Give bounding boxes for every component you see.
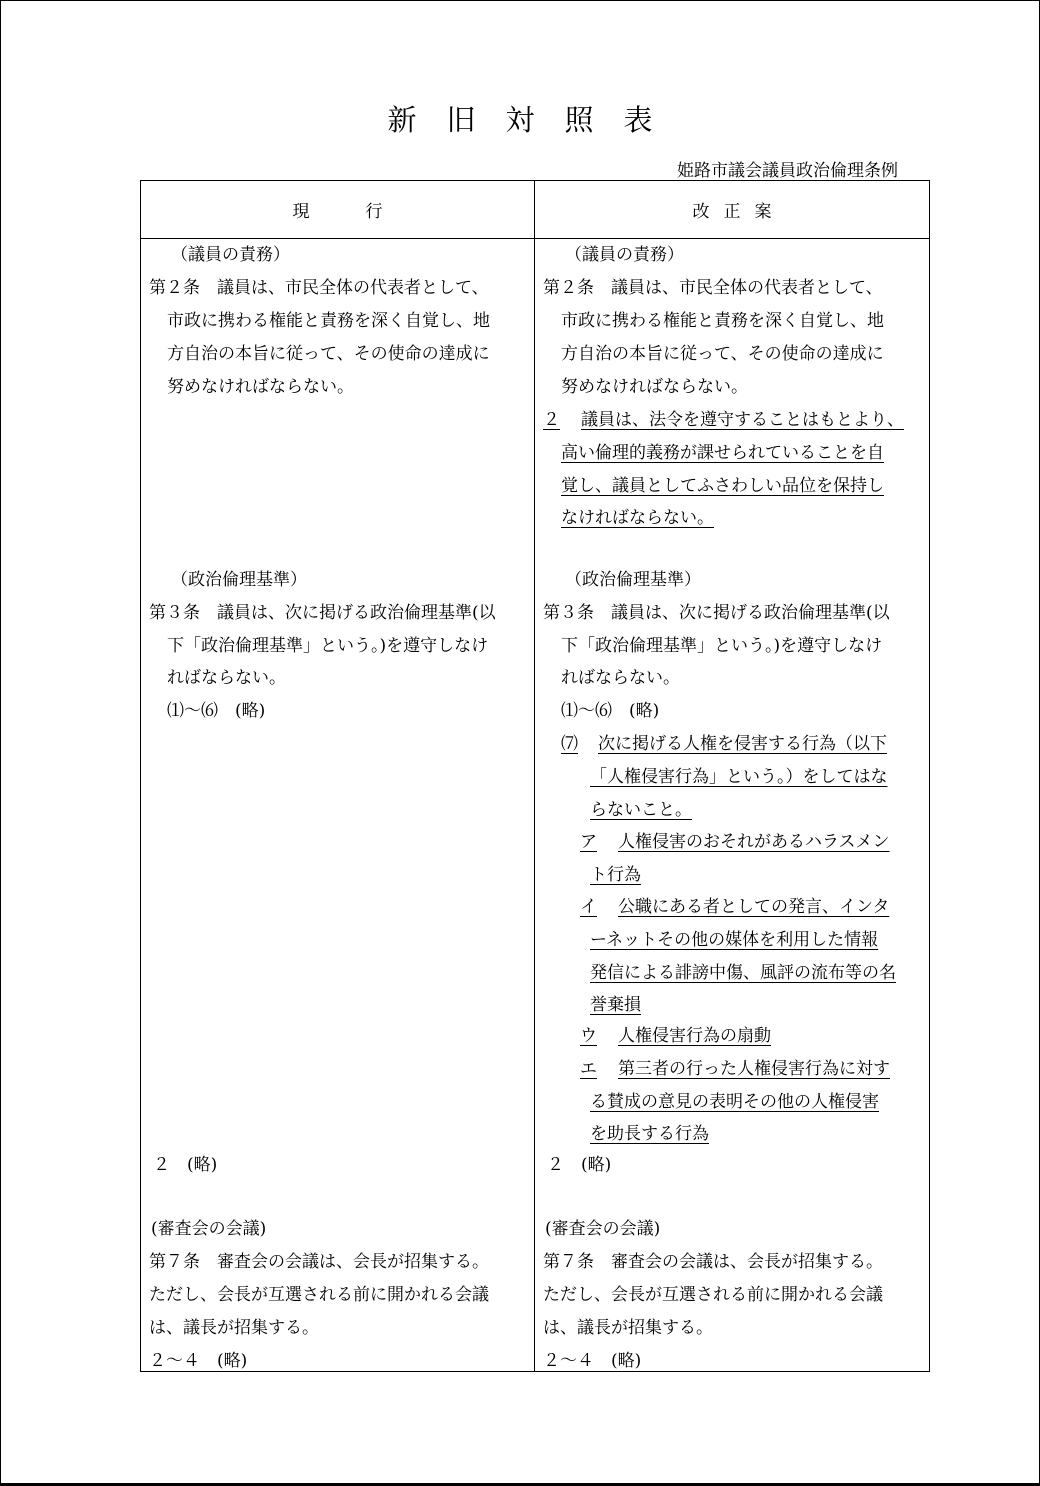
proposed-sub-e-line: る賛成の意見の表明その他の人権侵害 — [590, 1092, 879, 1112]
proposed-sub-i-line: 発信による誹謗中傷、風評の流布等の名 — [590, 963, 896, 983]
proposed-sub-u-kana: ウ — [580, 1026, 597, 1046]
current-column — [141, 239, 535, 1372]
proposed-art3-heading: （政治倫理基準） — [565, 570, 701, 590]
proposed-sub-a-kana: ア — [580, 832, 597, 852]
current-art2-line: 市政に携わる権能と責務を深く自覚し、地 — [167, 311, 490, 331]
proposed-item7-line: 次に掲げる人権を侵害する行為（以下 — [598, 734, 887, 754]
proposed-sub-e-kana: エ — [580, 1059, 597, 1079]
proposed-sub-a-line: 人権侵害のおそれがあるハラスメン — [618, 832, 890, 852]
proposed-sub-i-line: 誉棄損 — [590, 995, 641, 1015]
proposed-art3-line: ればならない。 — [561, 668, 680, 688]
header-proposed: 改正案 — [535, 181, 930, 239]
current-art2-line: 努めなければならない。 — [167, 377, 354, 397]
proposed-art2-heading: （議員の責務） — [565, 245, 684, 265]
proposed-art2-p2-line: なければならない。 — [561, 508, 714, 528]
proposed-art2-p2-line: 覚し、議員としてふさわしい品位を保持し — [561, 476, 884, 496]
current-art3-heading: （政治倫理基準） — [171, 570, 307, 590]
proposed-sub-i-kana: イ — [580, 897, 597, 917]
proposed-sub-a-line: ト行為 — [590, 865, 641, 885]
proposed-column — [535, 239, 930, 1372]
proposed-art7-para: ２～４ (略) — [543, 1351, 642, 1371]
current-art2-line: 第２条 議員は、市民全体の代表者として、 — [149, 278, 489, 298]
proposed-art2-line: 努めなければならない。 — [561, 377, 748, 397]
proposed-item7-line: らないこと。 — [590, 800, 692, 820]
proposed-art2-p2-line: 高い倫理的義務が課せられていることを自 — [561, 443, 884, 463]
current-art3-line: ればならない。 — [167, 668, 286, 688]
current-art7-para: ２～４ (略) — [149, 1351, 248, 1371]
current-art7-line: は、議長が招集する。 — [149, 1318, 319, 1338]
proposed-art2-line: 第２条 議員は、市民全体の代表者として、 — [543, 278, 883, 298]
proposed-art2-p2-number: ２ — [543, 410, 560, 430]
proposed-art7-heading: (審査会の会議) — [545, 1219, 661, 1239]
proposed-art2-p2-line: 議員は、法令を遵守することはもとより、 — [581, 410, 904, 430]
proposed-sub-e-line: 第三者の行った人権侵害行為に対す — [618, 1059, 890, 1079]
proposed-art7-line: は、議長が招集する。 — [543, 1318, 713, 1338]
proposed-art3-line: 第３条 議員は、次に掲げる政治倫理基準(以 — [543, 603, 890, 623]
body-row — [141, 239, 930, 1372]
current-art3-para2: ２ (略) — [153, 1155, 218, 1175]
current-art3-line: 第３条 議員は、次に掲げる政治倫理基準(以 — [149, 603, 496, 623]
document-title: 新旧対照表 — [387, 103, 683, 137]
ordinance-name: 姫路市議会議員政治倫理条例 — [677, 161, 898, 181]
proposed-art7-line: ただし、会長が互選される前に開かれる会議 — [543, 1285, 883, 1305]
proposed-sub-i-line: ーネットその他の媒体を利用した情報 — [590, 930, 879, 950]
current-art2-heading: （議員の責務） — [171, 245, 290, 265]
proposed-item7-line: 「人権侵害行為」という。）をしてはな — [590, 767, 888, 787]
current-art2-line: 方自治の本旨に従って、その使命の達成に — [167, 344, 490, 364]
current-art7-line: ただし、会長が互選される前に開かれる会議 — [149, 1285, 489, 1305]
proposed-art2-line: 市政に携わる権能と責務を深く自覚し、地 — [561, 311, 884, 331]
proposed-art3-line: 下「政治倫理基準」という。)を遵守しなけ — [561, 636, 883, 656]
comparison-table — [140, 180, 930, 1372]
current-art7-line: 第７条 審査会の会議は、会長が招集する。 — [149, 1252, 489, 1272]
proposed-art2-line: 方自治の本旨に従って、その使命の達成に — [561, 344, 884, 364]
current-art7-heading: (審査会の会議) — [151, 1219, 267, 1239]
proposed-sub-e-line: を助長する行為 — [590, 1124, 709, 1144]
current-art3-line: 下「政治倫理基準」という。)を遵守しなけ — [167, 636, 489, 656]
proposed-item7-number: ⑺ — [561, 734, 578, 754]
proposed-art7-line: 第７条 審査会の会議は、会長が招集する。 — [543, 1252, 883, 1272]
header-row — [141, 181, 930, 239]
proposed-art3-para2: ２ (略) — [547, 1155, 612, 1175]
header-current: 現行 — [141, 181, 535, 239]
proposed-sub-u-line: 人権侵害行為の扇動 — [618, 1026, 771, 1046]
current-art3-items: ⑴～⑹ (略) — [167, 701, 266, 721]
proposed-sub-i-line: 公職にある者としての発言、インタ — [618, 897, 890, 917]
proposed-art3-items: ⑴～⑹ (略) — [561, 701, 660, 721]
